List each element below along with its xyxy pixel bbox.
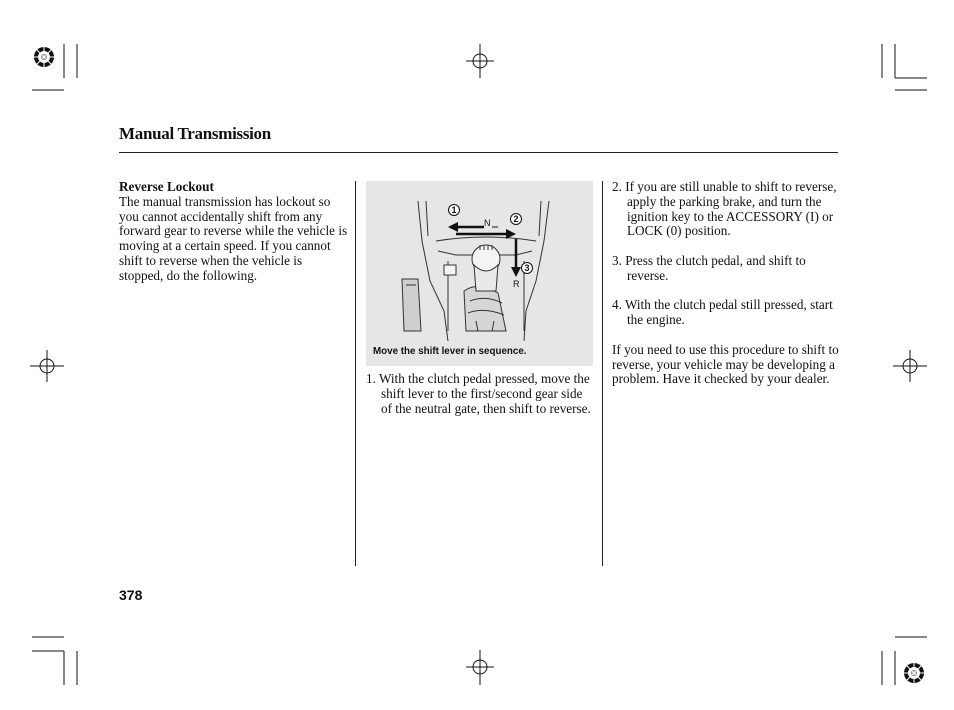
step-item: 2. If you are still unable to shift to reverse, apply the parking brake, and turn the ignition key to the ACCESSORY (I) or LOCK (0) position. bbox=[612, 179, 837, 239]
step-list-col2 bbox=[366, 372, 591, 416]
step-item: 3. Press the clutch pedal, and shift to reverse. bbox=[612, 252, 806, 283]
page-title: Manual Transmission bbox=[119, 124, 271, 143]
step-item: 4. With the clutch pedal still pressed, start the engine. bbox=[612, 297, 833, 328]
section-body: The manual transmission has lockout so you cannot accidentally shift from any forward gear to reverse while the vehicle is moving at a certain speed. If you cannot shift to reverse when the vehicle is stopped, do the following. bbox=[119, 193, 348, 283]
dealer-note: If you need to use this procedure to shift to reverse, your vehicle may be developing a problem. Have it checked by your dealer. bbox=[612, 341, 839, 387]
column-divider bbox=[602, 181, 603, 566]
title-rule bbox=[119, 152, 838, 153]
reverse-lockout-section bbox=[119, 180, 349, 284]
column-divider bbox=[355, 181, 356, 566]
shift-lever-figure bbox=[366, 181, 593, 366]
callout-3: 3 bbox=[524, 263, 530, 273]
gate-label-reverse: R bbox=[513, 279, 520, 289]
page-number: 378 bbox=[119, 587, 143, 603]
section-heading: Reverse Lockout bbox=[119, 179, 214, 194]
figure-caption: Move the shift lever in sequence. bbox=[373, 346, 527, 357]
step-item: 1. With the clutch pedal pressed, move the shift lever to the first/second gear side of the neutral gate, then shift to reverse. bbox=[366, 371, 591, 416]
step-list-col3 bbox=[612, 180, 842, 387]
callout-1: 1 bbox=[451, 205, 457, 215]
shift-lever-illustration bbox=[366, 181, 593, 341]
callout-2: 2 bbox=[513, 214, 519, 224]
gate-label-neutral: N bbox=[484, 218, 491, 228]
